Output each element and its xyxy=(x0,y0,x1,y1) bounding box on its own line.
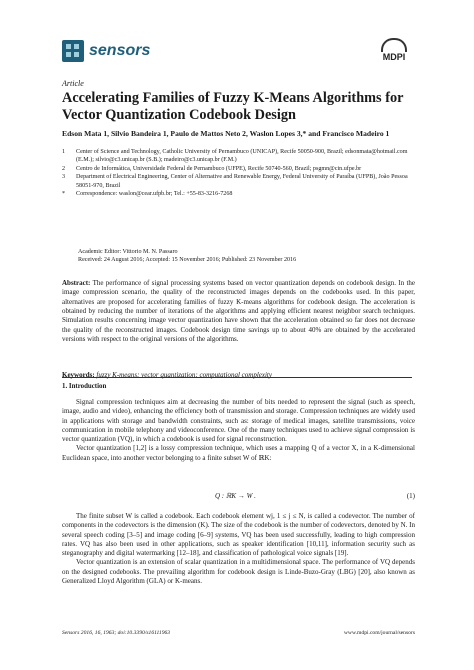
keywords-label: Keywords: xyxy=(62,371,95,379)
academic-editor: Academic Editor: Vittorio M. N. Passaro xyxy=(78,249,178,255)
abstract xyxy=(62,279,415,344)
paragraph xyxy=(62,444,415,463)
author-list: Edson Mata 1, Silvio Bandeira 1, Paulo de Mattos Neto 2, Waslon Lopes 3,* and Francisco Madeiro 1 xyxy=(62,129,390,138)
page-footer xyxy=(62,630,415,636)
affiliation-number: 2 xyxy=(62,165,66,172)
section-heading: 1. Introduction xyxy=(62,383,107,390)
journal-logo-icon xyxy=(62,40,84,62)
affiliation-item xyxy=(62,190,422,198)
equation-expression: Q : ℝK → W . xyxy=(215,492,256,500)
paragraph-text: The finite subset W is called a codebook. Each codebook element wj, 1 ≤ j ≤ N, is called a codevector. The number of components in the codevectors is the dimension (K). The size of the codebook is the number of codevectors, denoted by N. In several speech coding [3–5] and image coding [6–9] systems, VQ has been used successfully, leading to high compression rates. VQ has also been used in other applications, such as speaker identification [10,11], information security such as steganography and digital watermarking [12–18], and classification of pathological voice signals [19]. xyxy=(62,512,415,558)
publisher-logo xyxy=(376,38,412,62)
section-divider xyxy=(62,377,412,378)
affiliation-text: Centro de Informática, Universidade Federal de Pernambuco (UFPE), Recife 50740-560, Brazil; psgmn@cin.ufpe.br xyxy=(76,165,362,172)
affiliations xyxy=(62,148,422,198)
paragraph-text: Signal compression techniques aim at decreasing the number of bits needed to represent the signal (such as speech, image, audio and video), enhancing the efficiency both of transmission and storage. Compression techniques are widely used in applications with storage and bandwidth constraints, such as: storage of medical images, satellite transmissions, voice communication in mobile telephony and videoconference. One of the many techniques used to achieve signal compression is vector quantization (VQ), in which a codebook is used for signal reconstruction. xyxy=(62,398,415,444)
editorial-info xyxy=(78,248,418,265)
journal-url[interactable]: www.mdpi.com/journal/sensors xyxy=(343,630,415,636)
publisher-name: MDPI xyxy=(382,52,406,62)
abstract-label: Abstract: xyxy=(62,279,91,287)
equation-number: (1) xyxy=(406,492,415,500)
citation: Sensors 2016, 16, 1963; doi:10.3390/s16111963 xyxy=(62,630,171,636)
affiliation-number: * xyxy=(62,191,66,198)
affiliation-number: 3 xyxy=(62,174,66,181)
keywords-text: fuzzy K-means; vector quantization; computational complexity xyxy=(96,371,272,379)
paragraph xyxy=(62,512,415,558)
article-type: Article xyxy=(62,79,84,88)
affiliation-text: Department of Electrical Engineering, Center of Alternative and Renewable Energy, Federal University of Paraíba (UFPB), João Pessoa 58051-970, Brazil xyxy=(76,174,408,189)
affiliation-number: 1 xyxy=(62,149,66,155)
affiliation-item xyxy=(62,148,422,165)
affiliation-item xyxy=(62,165,422,173)
title-text: Accelerating Families of Fuzzy K-Means Algorithms for Vector Quantization Codebook Design xyxy=(62,90,404,123)
paragraph xyxy=(62,558,415,586)
correspondence-text: Correspondence: waslon@cear.ufpb.br; Tel.: +55-83-3216-7268 xyxy=(76,191,233,198)
mdpi-logo-icon xyxy=(381,38,407,52)
introduction-body xyxy=(62,398,415,463)
paragraph-text: Vector quantization [1,2] is a lossy compression technique, which uses a mapping Q of a vector X, in a K-dimensional Euclidean space, into another vector belonging to a finite subset W of ℝK: xyxy=(62,444,415,462)
abstract-text: The performance of signal processing systems based on vector quantization depends on codebook design. In the image compression scenario, the quality of the reconstructed images depends on the codebooks used. In this paper, alternatives are proposed for accelerating families of fuzzy K-means algorithms for codebook design. The acceleration is obtained by reducing the number of iterations of the algorithms and applying efficient nearest neighbor search techniques. Simulation results concerning image vector quantization have shown that the acceleration obtained so far does not decrease the quality of the reconstructed images. Codebook design time savings up to about 40% are obtained by the accelerated versions with respect to the original versions of the algorithms. xyxy=(62,279,415,344)
paragraph-text: Vector quantization is an extension of scalar quantization in a multidimensional space. The performance of VQ depends on the designed codebooks. The prevailing algorithm for codebook design is Linde-Buzo-Gray (LBG) [20], also known as Generalized Lloyd Algorithm (GLA) or K-means. xyxy=(62,558,415,586)
publication-history: Received: 24 August 2016; Accepted: 15 November 2016; Published: 23 November 2016 xyxy=(78,257,297,264)
paper-title xyxy=(62,90,412,123)
paragraph xyxy=(62,398,415,444)
journal-name: sensors xyxy=(89,42,151,59)
affiliation-item xyxy=(62,173,422,190)
affiliation-text: Center of Science and Technology, Catholic University of Pernambuco (UNICAP), Recife 50050-900, Brazil; edsonmata@hotmail.com (E.M.); silvio@c3.unicap.br (S.B.); madeiro@c3.unicap.br (F.M.) xyxy=(76,149,408,164)
introduction-body-continued xyxy=(62,512,415,586)
journal-logo xyxy=(62,40,150,62)
